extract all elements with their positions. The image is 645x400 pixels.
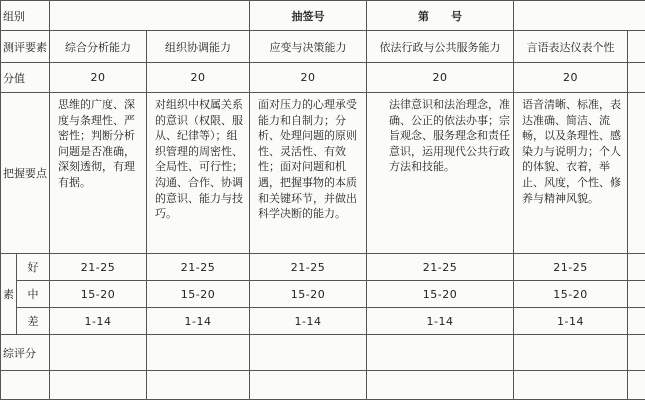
- grade-row-poor: [1, 308, 645, 335]
- criterion-key-points-cut: [628, 93, 645, 254]
- header-row: [1, 1, 645, 31]
- grade-range: 21-25: [50, 254, 147, 281]
- grade-range: 1-14: [147, 308, 250, 335]
- grade-range: 15-20: [367, 281, 514, 308]
- grade-range-cut: [628, 308, 645, 335]
- grade-range: 21-25: [250, 254, 367, 281]
- trailing-cell: [1, 371, 50, 400]
- grade-range: 1-14: [367, 308, 514, 335]
- group-value-cell: [50, 1, 250, 31]
- grade-range: 1-14: [50, 308, 147, 335]
- criterion-name: 组织协调能力: [147, 31, 250, 63]
- criterion-key-points: 面对压力的心理承受能力和自制力；分析、处理问题的原则性、灵活性、有效性；面对问题和机遇，把握事物的本质和关键环节，并做出科学决断的能力。: [250, 93, 367, 254]
- trailing-cell: [50, 371, 147, 400]
- key-points-row: [1, 93, 645, 254]
- trailing-row: [1, 371, 645, 400]
- criterion-score: 20: [367, 63, 514, 93]
- total-score-cell: [50, 335, 147, 371]
- grade-range: 21-25: [514, 254, 628, 281]
- criterion-name: 应变与决策能力: [250, 31, 367, 63]
- key-points-label: 把握要点: [1, 93, 50, 254]
- grade-row-medium: [1, 281, 645, 308]
- total-score-row: [1, 335, 645, 371]
- trailing-cell: [628, 371, 645, 400]
- grade-range: 15-20: [50, 281, 147, 308]
- criterion-score: 20: [250, 63, 367, 93]
- trailing-cell: [250, 371, 367, 400]
- total-score-cell: [367, 335, 514, 371]
- criterion-score: 20: [50, 63, 147, 93]
- grade-range: 15-20: [147, 281, 250, 308]
- criterion-score: 20: [147, 63, 250, 93]
- group-label: 组别: [1, 1, 50, 31]
- trailing-cell: [367, 371, 514, 400]
- total-score-label: 综评分: [1, 335, 50, 371]
- criterion-score: 20: [514, 63, 628, 93]
- criterion-key-points: 法律意识和法治理念，准确、公正的依法办事；宗旨观念、服务理念和责任意识，运用现代公共行政方法和技能。: [367, 93, 514, 254]
- criterion-key-points: 语音清晰、标准，表达准确、简洁、流畅，以及条理性、感染力与说明力；个人的体貌、衣着，举止、风度，个性、修养与精神风貌。: [514, 93, 628, 254]
- seat-number-value: [514, 1, 645, 31]
- score-value-label: 分值: [1, 63, 50, 93]
- total-score-cell: [250, 335, 367, 371]
- criterion-name: 言语表达仪表个性: [514, 31, 628, 63]
- grade-range: 21-25: [147, 254, 250, 281]
- grade-range: 15-20: [250, 281, 367, 308]
- criterion-name: 依法行政与公共服务能力: [367, 31, 514, 63]
- trailing-cell: [514, 371, 628, 400]
- score-value-row: [1, 63, 645, 93]
- criteria-row: [1, 31, 645, 63]
- trailing-cell: [147, 371, 250, 400]
- criterion-key-points: 思维的广度、深度与条理性、严密性；判断分析问题是否准确，深刻透彻，有理有据。: [50, 93, 147, 254]
- seat-number-label: 第 号: [367, 1, 514, 31]
- criterion-name-cut: [628, 31, 645, 63]
- total-score-cell: [514, 335, 628, 371]
- total-score-cell-cut: [628, 335, 645, 371]
- criterion-score-cut: [628, 63, 645, 93]
- grade-range: 1-14: [514, 308, 628, 335]
- criterion-key-points: 对组织中权属关系的意识（权限、服从、纪律等）；组织管理的周密性、全局性、可行性；沟通、合作、协调的意识、能力与技巧。: [147, 93, 250, 254]
- criterion-name: 综合分析能力: [50, 31, 147, 63]
- grade-range: 15-20: [514, 281, 628, 308]
- grade-row-good: [1, 254, 645, 281]
- grade-range: 21-25: [367, 254, 514, 281]
- criteria-label: 测评要素: [1, 31, 50, 63]
- grade-range-cut: [628, 254, 645, 281]
- grade-label: 差: [17, 308, 50, 335]
- draw-number-label: 抽签号: [250, 1, 367, 31]
- grade-label: 好: [17, 254, 50, 281]
- grade-range: 1-14: [250, 308, 367, 335]
- total-score-cell: [147, 335, 250, 371]
- grade-group-label: 素: [1, 254, 17, 335]
- grade-range-cut: [628, 281, 645, 308]
- grade-label: 中: [17, 281, 50, 308]
